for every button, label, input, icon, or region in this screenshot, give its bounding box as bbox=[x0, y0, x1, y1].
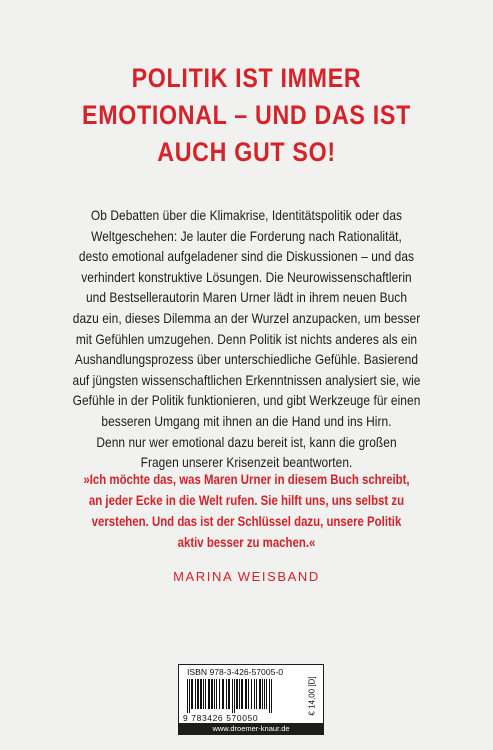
barcode-bar bbox=[187, 679, 188, 713]
blurb-line: auf jüngsten wissenschaftlichen Erkenntnissen analysiert sie, wie bbox=[72, 372, 421, 388]
blurb-line: Denn nur wer emotional dazu bereit ist, kann die großen bbox=[96, 434, 397, 450]
quote-author: MARINA WEISBAND bbox=[173, 569, 320, 584]
blurb-text bbox=[40, 206, 453, 474]
barcode-bar bbox=[216, 679, 217, 709]
barcode-bar bbox=[241, 679, 243, 709]
barcode-bar bbox=[195, 679, 196, 709]
testimonial-quote bbox=[40, 469, 453, 553]
blurb-line: Ob Debatten über die Klimakrise, Identitätspolitik oder das bbox=[90, 208, 403, 223]
price-label bbox=[304, 673, 320, 719]
barcode-bar bbox=[266, 679, 267, 709]
headline-line: AUCH GUT SO! bbox=[157, 137, 336, 167]
barcode-bar bbox=[191, 679, 193, 709]
headline-line: EMOTIONAL – UND DAS IST bbox=[82, 100, 411, 130]
barcode-bar bbox=[245, 679, 247, 709]
publisher-website: www.droemer-knaur.de bbox=[179, 723, 323, 734]
barcode-image bbox=[187, 679, 301, 713]
blurb-line: mit Gefühlen umzugehen. Denn Politik ist nichts anderes als ein bbox=[75, 331, 418, 347]
barcode-bar bbox=[251, 679, 252, 709]
quote-line: aktiv besser zu machen.« bbox=[177, 535, 316, 550]
barcode-bar bbox=[259, 679, 261, 709]
blurb-line: verhindert konstruktive Lösungen. Die Neurowissenschaftlerin bbox=[81, 269, 412, 285]
headline bbox=[35, 60, 459, 171]
barcode-bar bbox=[211, 679, 213, 709]
blurb-line: Weltgeschehen: Je lauter die Forderung nach Rationalität, bbox=[91, 228, 402, 244]
barcode-bar bbox=[197, 679, 199, 709]
barcode-bar bbox=[256, 679, 257, 709]
barcode-bar bbox=[200, 679, 202, 709]
barcode-bar bbox=[269, 679, 270, 713]
barcode-bar bbox=[208, 679, 210, 709]
barcode-bar bbox=[232, 679, 233, 713]
barcode-bar bbox=[205, 679, 206, 709]
barcode-bar bbox=[254, 679, 255, 709]
barcode-bar bbox=[234, 679, 235, 713]
barcode-bar bbox=[236, 679, 238, 709]
barcode-bar bbox=[262, 679, 263, 709]
barcode-bar bbox=[226, 679, 227, 709]
barcode-bar bbox=[219, 679, 220, 709]
barcode-bar bbox=[228, 679, 230, 709]
blurb-line: Aushandlungsprozess über unterschiedliche Gefühle. Basierend bbox=[74, 352, 419, 368]
blurb-line: und Bestsellerautorin Maren Urner lädt in ihrem neuen Buch bbox=[85, 290, 408, 306]
barcode-bar bbox=[264, 679, 265, 709]
barcode-bar bbox=[222, 679, 224, 709]
isbn-label: ISBN 978-3-426-57005-0 bbox=[187, 667, 284, 677]
blurb-line: desto emotional aufgeladener sind die Diskussionen – und das bbox=[78, 249, 415, 265]
price-text: € 14,00 [D] bbox=[307, 676, 317, 716]
quote-line: »Ich möchte das, was Maren Urner in diesem Buch schreibt, bbox=[83, 472, 410, 487]
barcode-bar bbox=[189, 679, 190, 713]
blurb-line: Gefühle in der Politik funktionieren, und gibt Werkzeuge für einen bbox=[72, 393, 421, 409]
blurb-line: besseren Umgang mit ihnen an die Hand und ins Hirn. bbox=[101, 413, 392, 429]
barcode-bar bbox=[239, 679, 240, 709]
barcode-bar bbox=[203, 679, 204, 709]
barcode-bar bbox=[248, 679, 249, 709]
blurb-line: Fragen unserer Krisenzeit beantworten. bbox=[140, 455, 353, 471]
barcode-bar bbox=[214, 679, 215, 709]
blurb-line: dazu ein, dieses Dilemma an der Wurzel anzupacken, um besser bbox=[72, 310, 421, 326]
barcode-digits: 9 783426 570050 bbox=[183, 713, 259, 723]
headline-line: POLITIK IST IMMER bbox=[131, 63, 362, 93]
quote-line: verstehen. Und das ist der Schlüssel dazu, unsere Politik bbox=[91, 514, 402, 529]
barcode-bar bbox=[271, 679, 272, 713]
barcode-box bbox=[178, 664, 324, 735]
quote-line: an jeder Ecke in die Welt rufen. Sie hilft uns, uns selbst zu bbox=[88, 493, 405, 508]
